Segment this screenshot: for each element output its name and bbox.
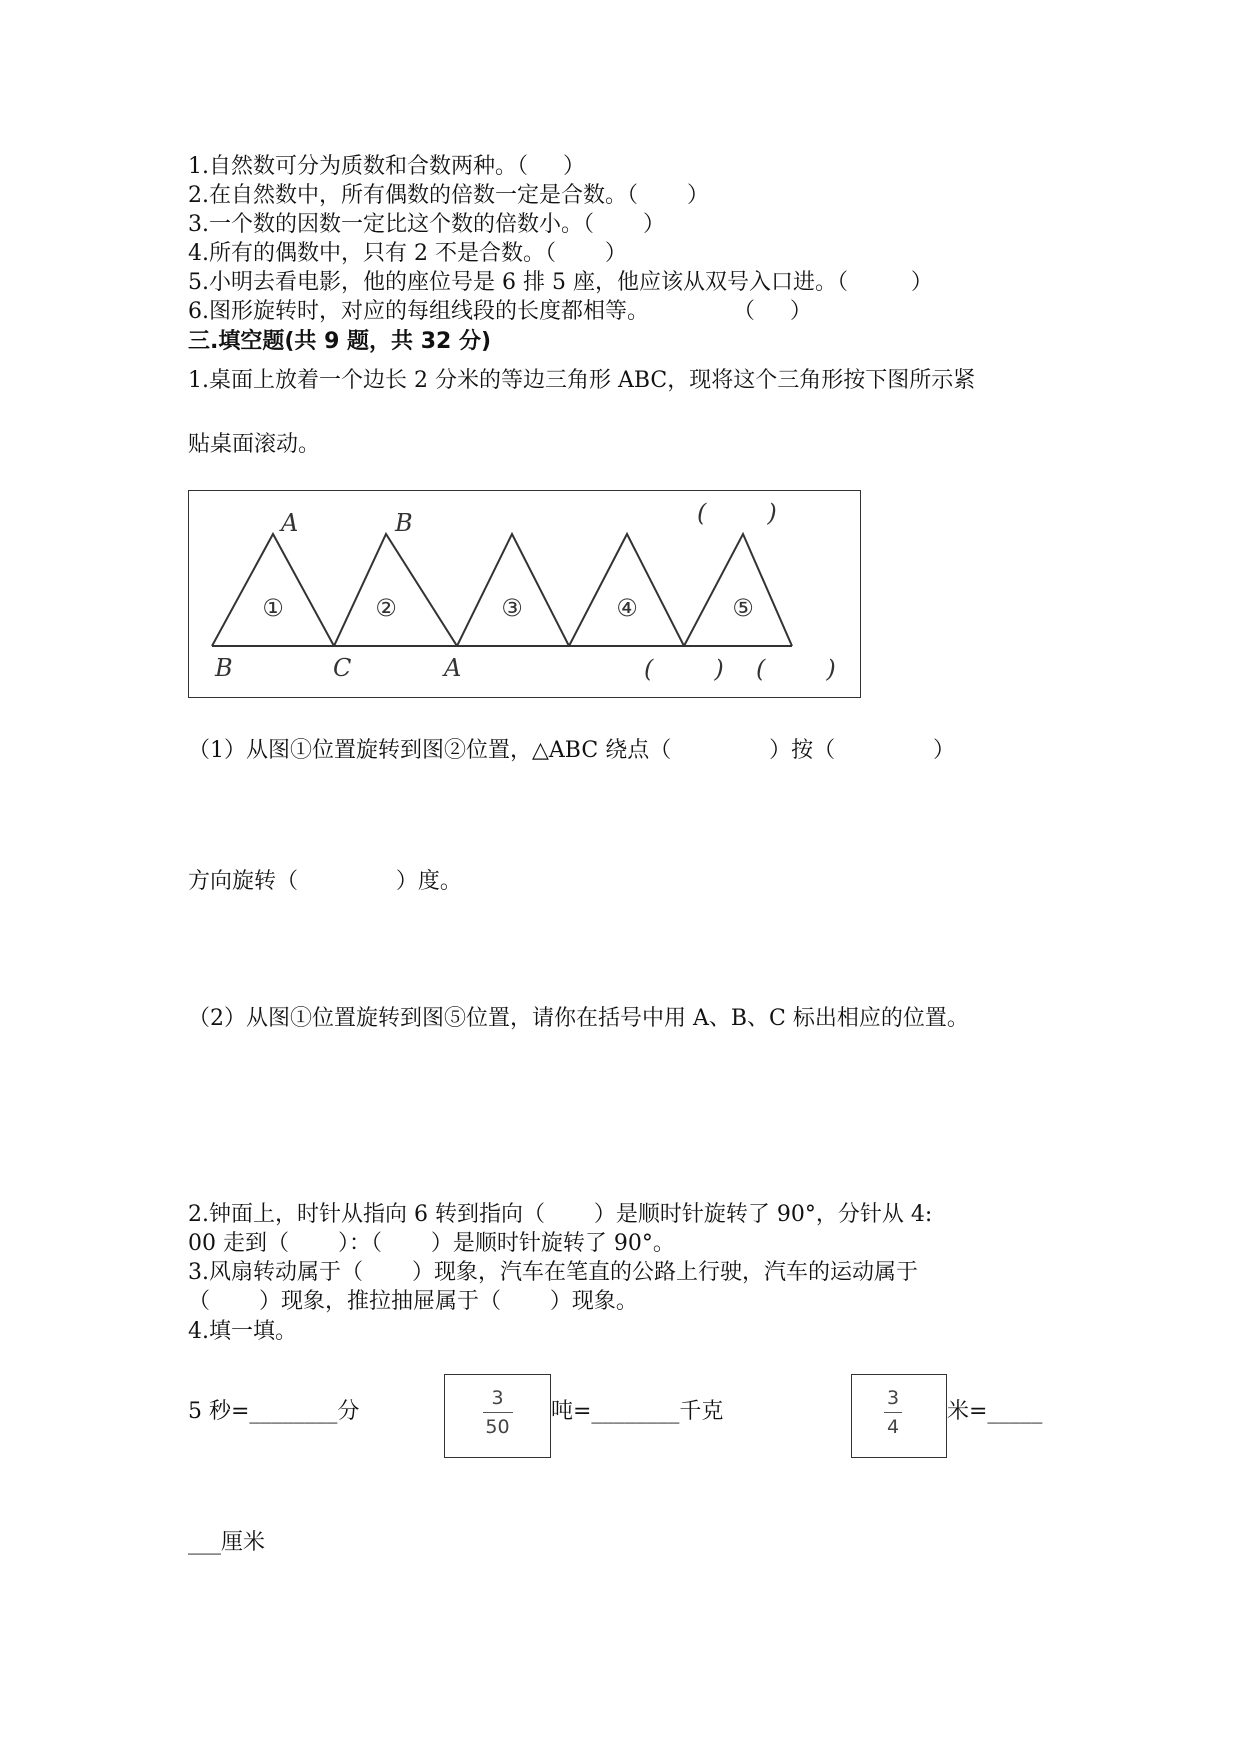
triangle-number-2: ② [375,594,397,622]
triangle-number-5: ⑤ [732,594,754,622]
judge-item-6: 6.图形旋转时，对应的每组线段的长度都相等。 （ ） [188,299,812,324]
q3-line2: （ ）现象，推拉抽屉属于（ ）现象。 [188,1289,638,1314]
q1-sub1-line2: 方向旋转（ ）度。 [188,869,462,894]
blank-bottom-1: ( ) [644,655,724,683]
blank-top: ( ) [697,499,777,527]
q4-part1: 5 秒=________分 [188,1399,360,1424]
q3-line1: 3.风扇转动属于（ ）现象，汽车在笔直的公路上行驶，汽车的运动属于 [188,1260,918,1285]
triangle-5 [684,534,792,646]
q2-line2: 00 走到（ ）：（ ）是顺时针旋转了 90°。 [188,1231,675,1256]
section-heading: 三.填空题(共 9 题，共 32 分) [188,329,492,354]
fraction-denominator: 50 [485,1416,510,1438]
fraction-box-1 [444,1374,551,1458]
triangle-4 [569,534,684,646]
fraction-numerator: 3 [886,1387,900,1409]
judge-item-5: 5.小明去看电影，他的座位号是 6 排 5 座，他应该从双号入口进。（ ） [188,270,933,295]
label-bottom-c: C [333,654,352,682]
q4-part4: ___厘米 [188,1530,266,1555]
triangle-diagram [189,491,862,699]
triangle-rolling-figure [188,490,861,698]
q4-part2: 吨=________千克 [551,1399,724,1424]
fraction-3-4 [840,1387,946,1438]
judge-item-4: 4.所有的偶数中，只有 2 不是合数。（ ） [188,241,627,266]
label-bottom-b: B [215,654,233,682]
fraction-denominator: 4 [886,1416,900,1438]
triangle-3 [457,534,569,646]
q1-sub2: （2）从图①位置旋转到图⑤位置，请你在括号中用 A、B、C 标出相应的位置。 [188,1006,969,1031]
fraction-3-50 [445,1387,550,1438]
judge-item-1: 1.自然数可分为质数和合数两种。（ ） [188,154,585,179]
q1-text-line2: 贴桌面滚动。 [188,432,321,457]
q2-line1: 2.钟面上，时针从指向 6 转到指向（ ）是顺时针旋转了 90°，分针从 4: [188,1202,933,1227]
triangle-number-3: ③ [501,594,523,622]
label-bottom-a: A [444,654,462,682]
label-top-b: B [395,509,413,537]
fraction-numerator: 3 [491,1387,504,1409]
label-top-a: A [281,509,299,537]
q1-sub1-line1: （1）从图①位置旋转到图②位置，△ABC 绕点（ ）按（ ） [188,738,956,763]
triangle-2 [334,534,457,646]
judge-item-2: 2.在自然数中，所有偶数的倍数一定是合数。（ ） [188,183,709,208]
q4-part3: 米=_____ [947,1399,1043,1424]
judge-item-3: 3.一个数的因数一定比这个数的倍数小。（ ） [188,212,665,237]
triangle-1 [212,534,334,646]
q4-title: 4.填一填。 [188,1319,297,1344]
q1-text-line1: 1.桌面上放着一个边长 2 分米的等边三角形 ABC，现将这个三角形按下图所示紧 [188,368,976,393]
triangle-number-1: ① [262,594,284,622]
triangle-number-4: ④ [616,594,638,622]
fraction-box-2 [851,1374,947,1458]
blank-bottom-2: ( ) [756,655,836,683]
